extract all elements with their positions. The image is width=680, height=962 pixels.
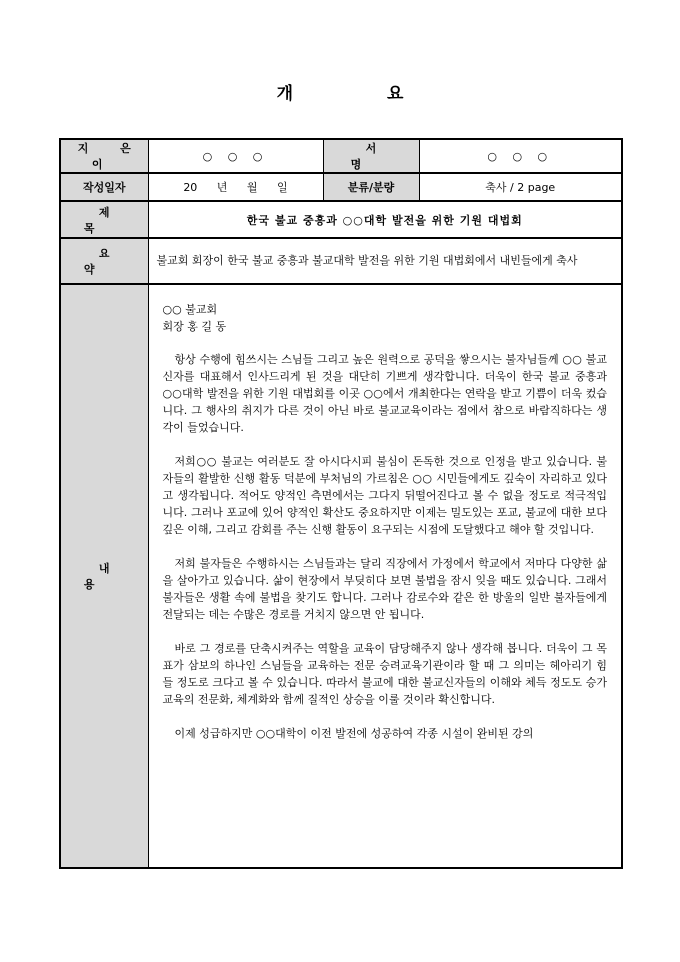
summary-value: 불교회 회장이 한국 불교 중흥과 불교대학 발전을 위한 기원 대법회에서 내빈들에게 축사 [148,238,622,284]
speaker-name: 회장 홍 길 동 [162,320,227,333]
summary-label: 요 약 [60,238,148,284]
date-label: 작성일자 [60,173,148,201]
subject-value: 한국 불교 중흥과 ○○대학 발전을 위한 기원 대법회 [148,201,622,238]
signature-value: ○ ○ ○ [419,139,622,173]
category-label: 분류/분량 [323,173,419,201]
content-paragraph: 항상 수행에 힘쓰시는 스님들 그리고 높은 원력으로 공덕을 쌓으시는 불자님들께 ○○ 불교 신자를 대표해서 인사드리게 된 것을 대단히 기쁘게 생각합니다. 더욱이 한국 불교 중흥과 ○○대학 발전을 위한 기원 대법회를 이곳 ○○에서 개최한다는 연락을 받고 기쁨이 더욱 컸습니다. 그 행사의 취지가 다른 것이 아닌 바로 불교교육이라는 점에서 참으로 바람직하다는 생각이 들었습니다. [162,353,607,434]
content-body [148,284,622,868]
content-paragraph: 저희 불자들은 수행하시는 스님들과는 달리 직장에서 가정에서 학교에서 저마다 다양한 삶을 살아가고 있습니다. 삶이 현장에서 부딪히다 보면 불법을 잠시 잊을 때도 있습니다. 그래서 불자들은 생활 속에 불법을 찾기도 합니다. 그러나 감로수와 같은 한 방울의 일반 불자들에게 전달되는 데는 수많은 경로를 거치지 않으면 안 됩니다. [162,557,607,621]
speaker-signature [163,301,608,335]
content-paragraph: 저희○○ 불교는 여러분도 잘 아시다시피 불심이 돈독한 것으로 인정을 받고 있습니다. 불자들의 활발한 신행 활동 덕분에 부처님의 가르침은 ○○ 시민들에게도 깊숙이 자리하고 있다고 생각됩니다. 적어도 양적인 측면에서는 그다지 뒤떨어진다고 볼 수 없을 정도로 적극적입니다. 그러나 포교에 있어 양적인 확산도 중요하지만 이제는 밀도있는 포교, 불교에 대한 보다 깊은 이해, 그리고 감회를 주는 신행 활동이 요구되는 시점에 도달했다고 해야 할 것입니다. [162,455,607,536]
content-paragraph: 이제 성급하지만 ○○대학이 이전 발전에 성공하여 각종 시설이 완비된 강의 [174,727,534,740]
category-value: 축사 / 2 page [419,173,622,201]
content-label: 내 용 [60,284,148,868]
signature-label: 서 명 [323,139,419,173]
author-value: ○ ○ ○ [148,139,323,173]
document-title: 개 요 [276,84,448,104]
subject-label: 제 목 [60,201,148,238]
summary-form-table [59,138,623,869]
date-value: 20 년 월 일 [148,173,323,201]
speaker-organization: ○○ 불교회 [162,303,218,316]
content-paragraph: 바로 그 경로를 단축시켜주는 역할을 교육이 담당해주지 않나 생각해 봅니다. 더욱이 그 목표가 삼보의 하나인 스님들을 교육하는 전문 승려교육기관이라 할 때 그 의미는 헤아리기 힘들 정도로 크다고 볼 수 있습니다. 따라서 불교에 대한 불교신자들의 이해와 체득 정도도 승가교육의 전문화, 체계화와 함께 질적인 상승을 이룰 것이라 확신합니다. [162,642,607,706]
author-label: 지 은 이 [60,139,148,173]
